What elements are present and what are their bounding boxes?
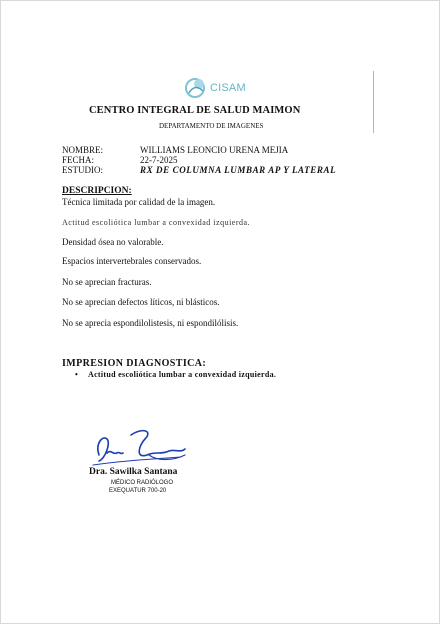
- center-name: CENTRO INTEGRAL DE SALUD MAIMON: [89, 105, 301, 116]
- description-line: Densidad ósea no valorable.: [62, 237, 164, 247]
- study-label: ESTUDIO:: [62, 165, 103, 175]
- description-title: DESCRIPCION:: [62, 186, 132, 196]
- impression-item: [75, 370, 276, 379]
- margin-rule: [373, 71, 374, 133]
- patient-name: WILLIAMS LEONCIO URENA MEJIA: [140, 145, 289, 155]
- description-line: Técnica limitada por calidad de la imagen.: [62, 197, 216, 207]
- logo-text: CISAM: [210, 82, 246, 94]
- description-line: No se aprecian defectos líticos, ni blásticos.: [62, 297, 220, 307]
- bullet-icon: •: [75, 370, 79, 379]
- exam-date: 22-7-2025: [140, 155, 178, 165]
- study-name: RX DE COLUMNA LUMBAR AP Y LATERAL: [140, 165, 337, 175]
- description-line: Actitud escoliótica lumbar a convexidad izquierda.: [62, 218, 251, 227]
- impression-text: Actitud escoliótica lumbar a convexidad izquierda.: [88, 370, 277, 379]
- handwritten-signature: [91, 425, 191, 467]
- description-line: Espacios intervertebrales conservados.: [62, 256, 202, 266]
- description-line: No se aprecia espondilolistesis, ni espondilólisis.: [62, 318, 239, 328]
- signer-title: MÉDICO RADIÓLOGO: [111, 480, 174, 486]
- department-name: DEPARTAMENTO DE IMAGENES: [159, 122, 264, 130]
- signer-exequatur: EXEQUATUR 700-20: [109, 488, 167, 494]
- logo-icon: [183, 75, 211, 101]
- cisam-logo: [183, 75, 251, 103]
- name-label: NOMBRE:: [62, 145, 104, 155]
- impression-title: IMPRESION DIAGNOSTICA:: [62, 358, 207, 369]
- date-label: FECHA:: [62, 155, 95, 165]
- signer-name: Dra. Sawilka Santana: [89, 467, 178, 477]
- description-line: No se aprecian fracturas.: [62, 277, 152, 287]
